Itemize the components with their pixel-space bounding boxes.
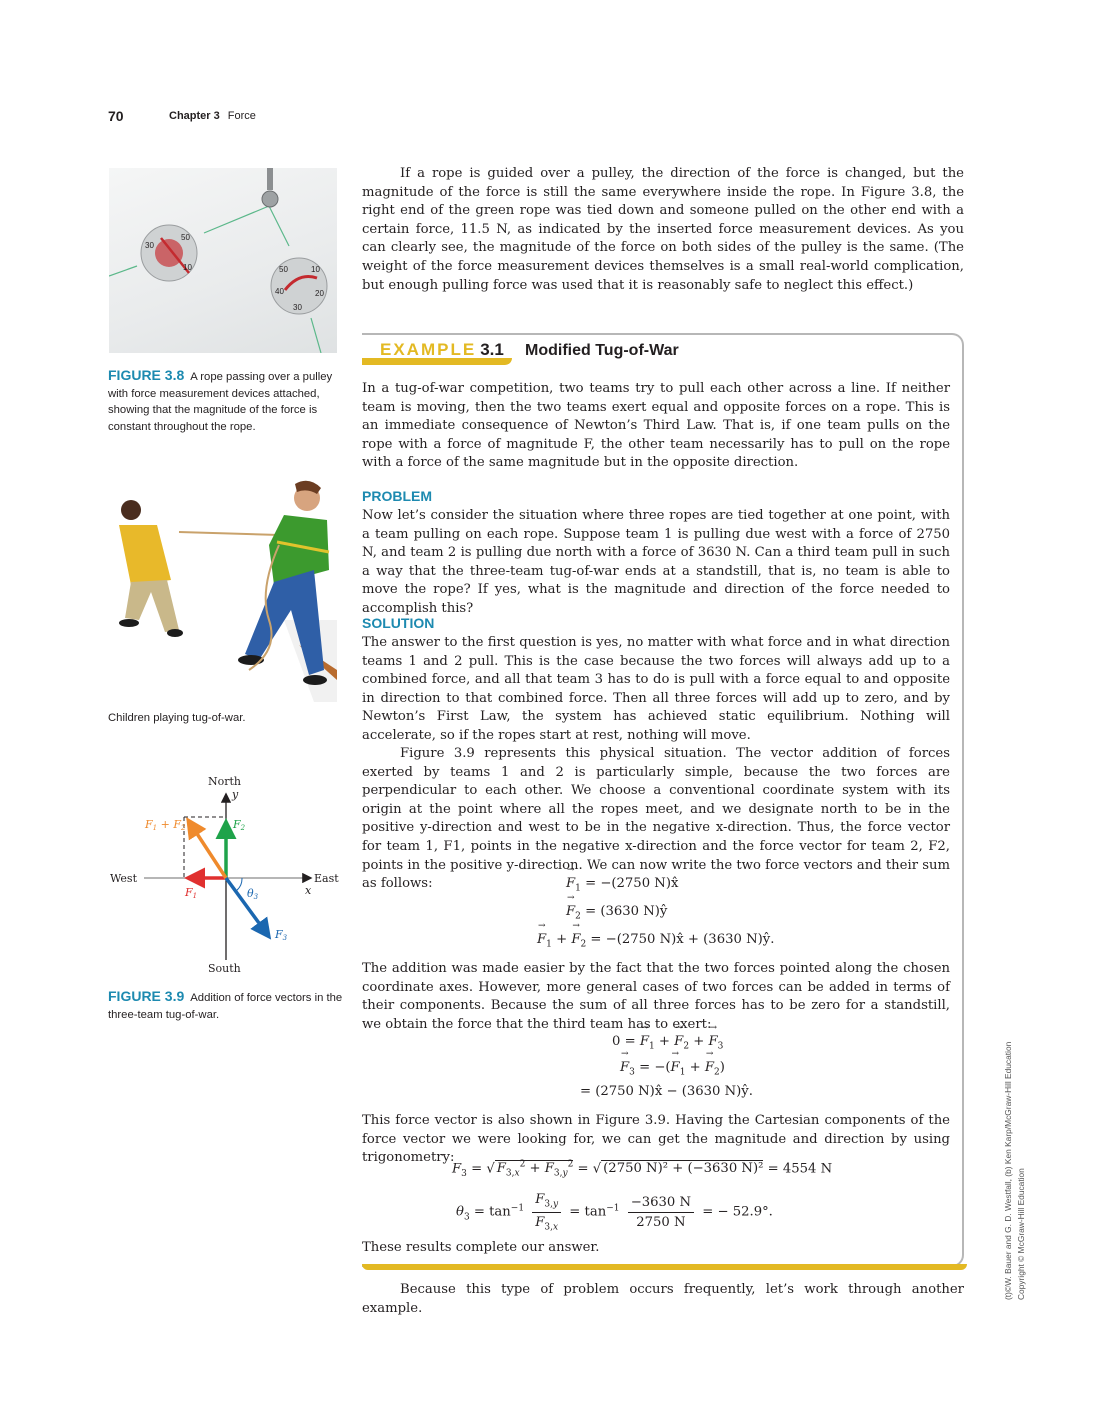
solution-paragraph-1: The answer to the first question is yes, no matter with what force and in what direction teams 1 and 2 pull. This is the case because the two forces will always add up to a combined force, and all that team 3 has to do is pull with a force equal to and opposite in direction to that combined force. Then all three forces will add up to zero, and by Newton’s First Law, the system has achieved static equilibrium. Nothing will accelerate, so if the ropes start at rest, nothing will move. [362, 635, 950, 743]
svg-text:F1 + F2: F1 + F2 [145, 818, 186, 832]
figure-3-8-photo [109, 168, 337, 353]
solution-closing: These results complete our answer. [362, 1240, 600, 1255]
figure-3-9-caption: FIGURE 3.9 Addition of force vectors in the three-team tug-of-war. [108, 988, 343, 1021]
svg-text:F3: F3 [275, 928, 288, 942]
svg-text:20: 20 [315, 289, 324, 298]
intro-paragraph: If a rope is guided over a pulley, the direction of the force is changed, but the magnitude of the force is still the same everywhere inside the rope. In Figure 3.8, the right end of the green rope was tied down and someone pulled on the other end with a certain force, 11.5 N, as indicated by the inserted force measurement devices. As you can clearly see, the magnitude of the force on both sides of the pulley is the same. (The weight of the force measurement devices themselves is a small real-world complication, but enough pulling force was used that it is reasonably safe to neglect this effect.) [362, 166, 964, 293]
equation-f3-components: = (2750 N)x̂ − (3630 N)ŷ. [580, 1084, 753, 1099]
tug-of-war-caption: Children playing tug-of-war. [108, 712, 246, 724]
equation-f1-plus-f2: → $F_1$ + → $F_2 = -(2750$ N)x̂ + (3630 N)ŷ. [537, 932, 774, 950]
svg-text:East: East [314, 872, 339, 885]
running-head [169, 110, 256, 122]
example-intro: In a tug-of-war competition, two teams try to pull each other across a line. If neither team is moving, then the two teams exert equal and opposite forces on a rope. This is an immediate consequence of Newton’s Third Law. That is, if one team pulls on the rope with a force of magnitude F, the other team necessarily has to pull on the rope with a force of the same magnitude but in the opposite direction. [362, 381, 950, 471]
solution-paragraph-2: Figure 3.9 represents this physical situation. The vector addition of forces exerted by teams 1 and 2 is particularly simple, because the two forces are perpendicular to each other. We choose a conventional coordinate system with its origin at the point where all the ropes meet, and we designate north to be in the positive y-direction and west to be in the negative x-direction. Thus, the force vector for team 1, F1, points in the negative x-direction and the force vector for team 2, F2, points in the positive y-direction. We can now write the two force vectors and their sum as follows: [362, 746, 950, 892]
example-label: EXAMPLE 3.1 [380, 340, 504, 359]
equation-f2: → $F_2 = (3630$ N)ŷ [566, 904, 667, 922]
svg-text:50: 50 [181, 233, 190, 242]
page-number: 70 [108, 108, 124, 124]
example-bottom-bar [362, 1264, 967, 1270]
solution-paragraph-3: The addition was made easier by the fact that the two forces pointed along the chosen coordinate axes. However, more general cases of two forces can be added in terms of their components. Because the sum of all three forces has to be zero for a standstill, we obtain the force that the third team has to exert: [362, 961, 950, 1032]
svg-text:40: 40 [275, 287, 284, 296]
chapter-label: Chapter 3 [169, 110, 220, 122]
figure-3-8-caption: FIGURE 3.8 A rope passing over a pulley with force measurement devices attached, showing that the magnitude of the force is constant throughout the rope. [108, 367, 333, 433]
chapter-title: Force [227, 110, 256, 122]
after-example-paragraph: Because this type of problem occurs frequently, let’s work through another example. [362, 1282, 964, 1316]
figure-label: FIGURE 3.9 [108, 988, 185, 1004]
figure-3-9-diagram [105, 770, 350, 980]
svg-text:50: 50 [279, 265, 288, 274]
equation-f3: → $F_3$ = −(→ $F_1$ + → $F_2$) [620, 1060, 725, 1078]
svg-text:y: y [232, 788, 239, 801]
equation-magnitude: $F_3$ = √ $F_{3,x}^2 + F_{3,y}^2$ = √ (2750 N)² + (−3630 N)² = 4554 N [452, 1160, 833, 1180]
photo-credits: (t)©W. Bauer and G. D. Westfall, (b) Ken Karp/McGraw-Hill Education Copyright © McGraw-Hill Education [1003, 1041, 1026, 1300]
solution-paragraph-4: This force vector is also shown in Figure 3.9. Having the Cartesian components of the force vector we were looking for, we can get the magnitude and direction by using trigonometry: [362, 1113, 950, 1166]
svg-text:θ3: θ3 [247, 887, 259, 901]
svg-text:10: 10 [311, 265, 320, 274]
equation-f1: → $F_1 = -(2750$ N)x̂ [566, 876, 678, 894]
example-title: Modified Tug-of-War [525, 342, 679, 359]
equation-angle: $\theta_3 = \tan^{-1}$ $\frac{F_{3,y}}{F_{3,x}}$ = $\tan^{-1}$ $\frac{-3630 N}{2750 N}$ = − 52.9°. [456, 1192, 773, 1233]
tug-of-war-photo [109, 470, 337, 702]
svg-text:North: North [208, 775, 242, 788]
svg-text:x: x [305, 884, 312, 897]
svg-text:10: 10 [183, 263, 192, 272]
svg-text:South: South [208, 962, 241, 975]
problem-heading: PROBLEM [362, 488, 432, 504]
solution-heading: SOLUTION [362, 615, 435, 631]
pulley-dials-illustration [109, 168, 337, 353]
svg-text:F1: F1 [185, 886, 198, 900]
svg-text:West: West [110, 872, 137, 885]
svg-text:F2: F2 [233, 818, 246, 832]
equation-sum-zero: 0 = → $F_1$ + → $F_2$ + → $F_3$ [612, 1034, 723, 1052]
svg-text:30: 30 [145, 241, 154, 250]
svg-text:30: 30 [293, 303, 302, 312]
figure-label: FIGURE 3.8 [108, 367, 185, 383]
children-tug-of-war-illustration [109, 470, 337, 702]
force-vector-diagram [105, 770, 350, 980]
problem-text: Now let’s consider the situation where three ropes are tied together at one point, with a team pulling on each rope. Suppose team 1 is pulling due west with a force of 2750 N, and team 2 is pulling due north with a force of 3630 N. Can a third team pull in such a way that the three-team tug-of-war ends at a standstill, that is, no team is able to move the rope? If yes, what is the magnitude and direction of the force needed to accomplish this? [362, 508, 950, 616]
